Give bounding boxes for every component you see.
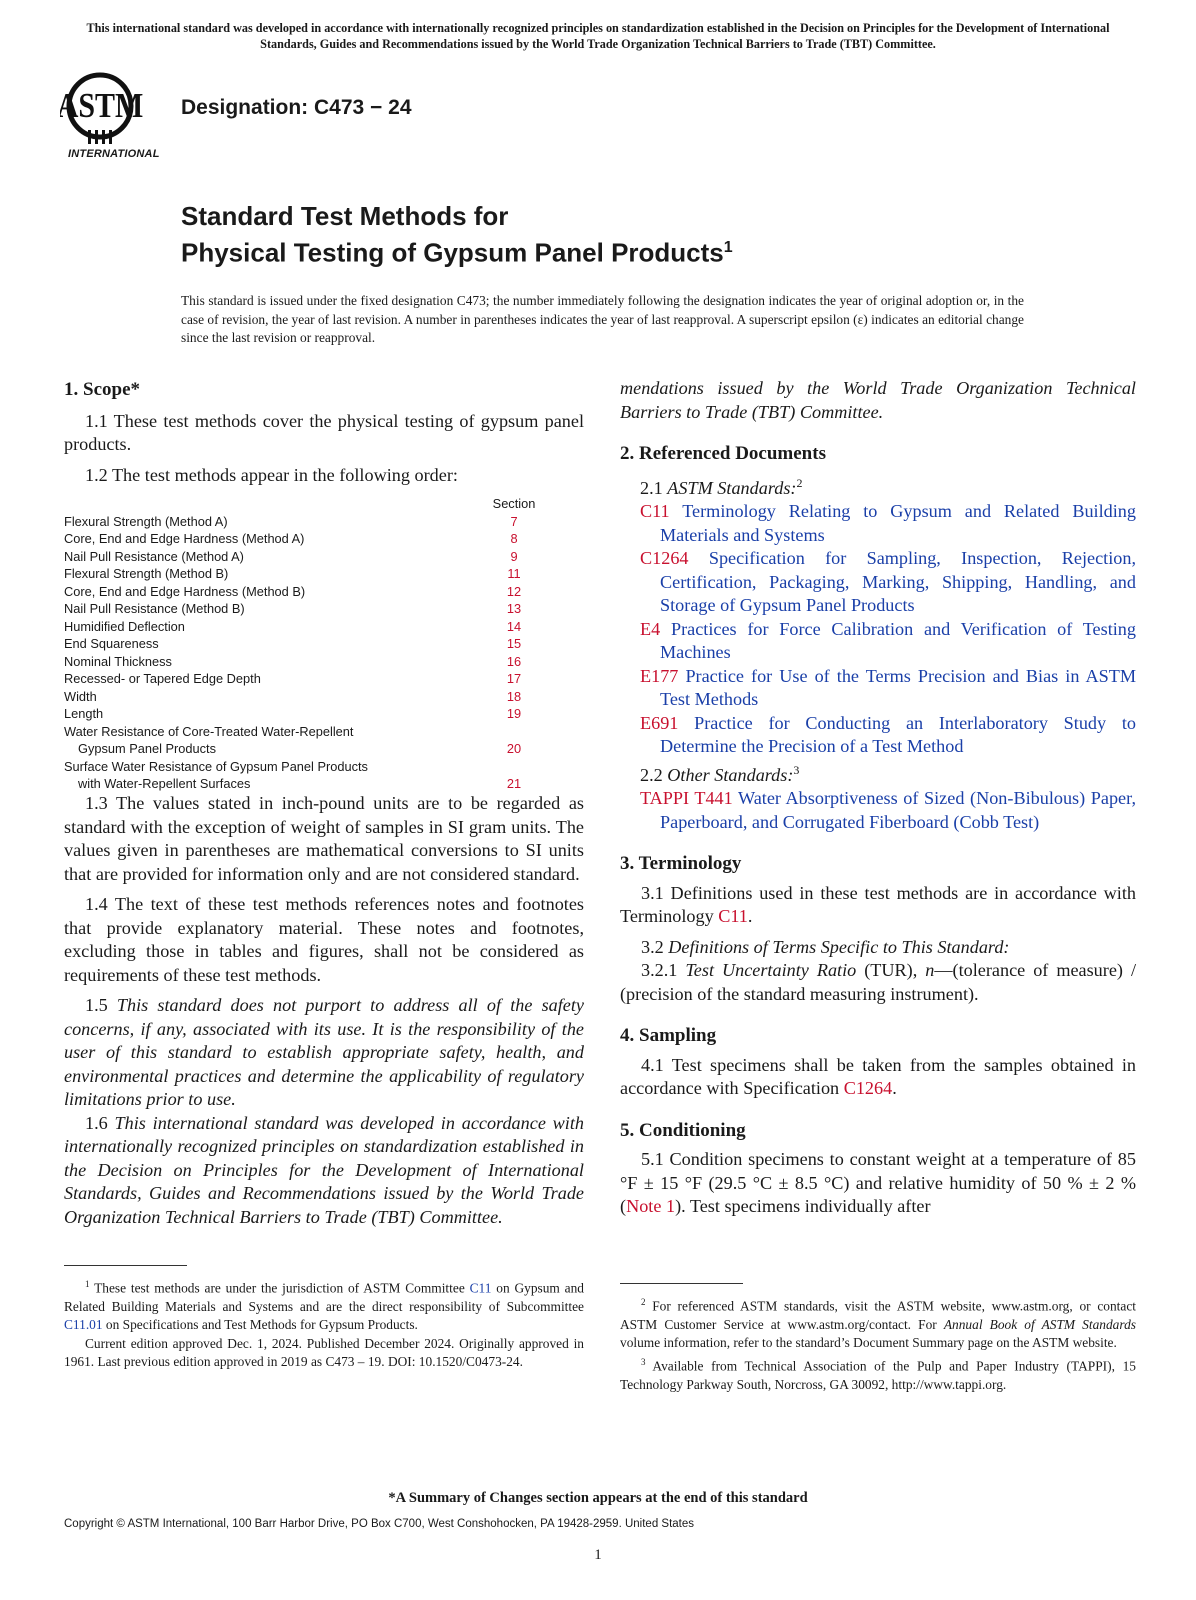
para-1-2: 1.2 The test methods appear in the following order: xyxy=(85,464,458,485)
footnote-3: $^3$ Available from Technical Association of the Pulp and Paper Industry (TAPPI), 15 Technology Parkway South, Norcross, GA 30092, http://www.tappi.org. xyxy=(620,1356,1136,1392)
toc-row-continued xyxy=(64,740,544,758)
footnotes-left xyxy=(64,1275,584,1372)
para-3-1: 3.1 Definitions used in these test methods are in accordance with Terminology C11. xyxy=(620,882,1136,927)
toc-row xyxy=(64,618,544,636)
toc-section-link[interactable]: 11 xyxy=(507,566,521,581)
ref-code[interactable]: E177 xyxy=(640,665,679,686)
ref-item[interactable] xyxy=(640,500,1136,547)
ref-item[interactable] xyxy=(640,547,1136,618)
toc-row xyxy=(64,723,544,741)
copyright: Copyright © ASTM International, 100 Barr Harbor Drive, PO Box C700, West Conshohocken, PA 19428-2959. United States xyxy=(64,1518,695,1530)
para-1-4: 1.4 The text of these test methods references notes and footnotes that provide explanatory material. These notes and footnotes, excluding those in tables and figures, shall not be considered as requirements of these test methods. xyxy=(64,894,584,985)
ref-item[interactable] xyxy=(640,618,1136,665)
para-1-1: 1.1 These test methods cover the physical testing of gypsum panel products. xyxy=(64,410,584,454)
toc-row xyxy=(64,530,544,548)
link-c11-committee[interactable]: C11 xyxy=(469,1280,492,1296)
para-3-2: 3.2 Definitions of Terms Specific to This Standard: xyxy=(641,936,1010,957)
ref-title[interactable]: Specification for Sampling, Inspection, Rejection, Certification, Packaging, Marking, Shipping, Handling, and Storage of Gypsum Panel Products xyxy=(660,548,1137,616)
para-2-1: 2.1 ASTM Standards:$^2$ xyxy=(640,475,803,498)
title-line-1: Standard Test Methods for xyxy=(181,201,509,231)
refdocs-heading: 2. Referenced Documents xyxy=(620,443,826,464)
toc-section-link[interactable]: 8 xyxy=(510,531,518,546)
link-c11-01[interactable]: C11.01 xyxy=(64,1317,103,1333)
logo-subtitle: INTERNATIONAL xyxy=(68,148,160,160)
toc-row xyxy=(64,688,544,706)
toc-row xyxy=(64,548,544,566)
toc-label: Width xyxy=(64,688,97,704)
toc-label: Humidified Deflection xyxy=(64,618,185,634)
footnote-ref-2[interactable]: 2 xyxy=(796,475,803,490)
toc-row-continued xyxy=(64,775,544,793)
footnote-ref-3[interactable]: 3 xyxy=(793,762,800,777)
toc-row xyxy=(64,583,544,601)
ref-tappi[interactable] xyxy=(640,787,1136,834)
para-5-1: 5.1 Condition specimens to constant weight at a temperature of 85 °F ± 15 °F (29.5 °C ± 8.5 °C) and relative humidity of 50 % ± 2 % (Note 1). Test specimens individually after xyxy=(620,1149,1136,1217)
toc-section-link[interactable]: 20 xyxy=(506,741,522,756)
ref-item[interactable] xyxy=(640,712,1136,759)
toc-section-link[interactable]: 13 xyxy=(506,601,522,616)
toc-row xyxy=(64,653,544,671)
ref-code[interactable]: TAPPI T441 xyxy=(640,788,733,809)
astm-standards-list xyxy=(620,500,1136,759)
title-footnote-ref[interactable]: 1 xyxy=(723,239,733,256)
edition-note: Current edition approved Dec. 1, 2024. Published December 2024. Originally approved in 1961. Last previous edition approved in 2019 as C473 – 19. DOI: 10.1520/C0473-24. xyxy=(64,1335,584,1370)
para-1-6-continued: mendations issued by the World Trade Organization Technical Barriers to Trade (TBT) Committee. xyxy=(620,378,1136,422)
toc-section-link[interactable]: 17 xyxy=(506,671,522,686)
toc-section-link[interactable]: 14 xyxy=(506,618,522,634)
section-index-table xyxy=(64,495,544,793)
toc-row xyxy=(64,670,544,688)
toc-section-link[interactable]: 19 xyxy=(506,706,522,721)
toc-row xyxy=(64,635,544,653)
toc-label: Length xyxy=(64,706,104,721)
footnote-2: $^2$ For referenced ASTM standards, visit the ASTM website, www.astm.org, or contact ASTM Customer Service at www.astm.org/contact. For Annual Book of ASTM Standards volume information, refer to the standard’s Document Summary page on the ASTM website. xyxy=(620,1297,1136,1351)
footnote-divider-left xyxy=(64,1265,187,1266)
para-4-1: 4.1 Test specimens shall be taken from the samples obtained in accordance with Specification C1264. xyxy=(620,1054,1136,1099)
right-column xyxy=(620,377,1136,1219)
footnote-divider-right xyxy=(620,1283,743,1284)
toc-section-link[interactable]: 16 xyxy=(506,653,522,669)
toc-section-link[interactable]: 9 xyxy=(510,548,518,564)
toc-label: Water Resistance of Core-Treated Water-Repellent xyxy=(64,723,354,739)
toc-label: Core, End and Edge Hardness (Method B) xyxy=(64,583,306,599)
toc-section-link[interactable]: 21 xyxy=(506,776,522,791)
toc-section-link[interactable]: 18 xyxy=(506,688,522,704)
scope-heading: 1. Scope* xyxy=(64,379,140,400)
terminology-heading: 3. Terminology xyxy=(620,853,742,875)
toc-header: Section xyxy=(492,496,536,511)
para-1-6: 1.6 This international standard was developed in accordance with internationally recognized principles on standardization established in the Decision on Principles for the Development of International Standards, Guides and Recommendations issued by the World Trade Organization Technical Barriers to Trade (TBT) Committee. xyxy=(64,1112,585,1227)
scope-section-top xyxy=(64,378,584,487)
toc-label: Nail Pull Resistance (Method B) xyxy=(64,601,245,616)
ref-item[interactable] xyxy=(640,665,1136,712)
link-c1264[interactable]: C1264 xyxy=(843,1078,893,1099)
sampling-heading: 4. Sampling xyxy=(620,1025,717,1047)
footnote-1: $^1$ These test methods are under the jurisdiction of ASTM Committee C11 on Gypsum and Related Building Materials and Systems and are the direct responsibility of Subcommittee C11.01 on Specifications and Test Methods for Gypsum Products. xyxy=(64,1279,585,1333)
ref-code[interactable]: C11 xyxy=(640,501,670,522)
summary-of-changes-note: *A Summary of Changes section appears at the end of this standard xyxy=(388,1490,808,1506)
designation: Designation: C473 − 24 xyxy=(181,96,412,119)
toc-label-continued: with Water-Repellent Surfaces xyxy=(78,776,251,791)
para-1-5: 1.5 This standard does not purport to address all of the safety concerns, if any, associated with its use. It is the responsibility of the user of this standard to establish appropriate safety, health, and environmental practices and determine the applicability of regulatory limitations prior to use. xyxy=(64,995,584,1109)
issuance-note: This standard is issued under the fixed designation C473; the number immediately following the designation indicates the year of original adoption or, in the case of revision, the year of last revision. A number in parentheses indicates the year of last reapproval. A superscript epsilon (ε) indicates an editorial change since the last revision or reapproval. xyxy=(181,293,1024,345)
toc-label: Surface Water Resistance of Gypsum Panel Products xyxy=(64,758,368,774)
toc-label: Nominal Thickness xyxy=(64,653,172,669)
ref-title[interactable]: Practice for Conducting an Interlaboratory Study to Determine the Precision of a Test Method xyxy=(660,712,1137,757)
toc-label-continued: Gypsum Panel Products xyxy=(78,741,216,756)
toc-row xyxy=(64,565,544,583)
toc-label: End Squareness xyxy=(64,636,159,651)
ref-title[interactable]: Practices for Force Calibration and Verification of Testing Machines xyxy=(660,618,1136,663)
link-note-1[interactable]: Note 1 xyxy=(626,1196,676,1217)
toc-label: Flexural Strength (Method B) xyxy=(64,566,229,581)
ref-title[interactable]: Water Absorptiveness of Sized (Non-Bibulous) Paper, Paperboard, and Corrugated Fiberboard (Cobb Test) xyxy=(660,788,1137,832)
para-1-3: 1.3 The values stated in inch-pound units are to be regarded as standard with the exception of weight of samples in SI gram units. The values given in parentheses are mathematical conversions to SI units that are provided for information only and are not considered standard. xyxy=(64,793,584,884)
document-title xyxy=(181,201,733,269)
toc-header-row xyxy=(64,495,544,513)
ref-title[interactable]: Practice for Use of the Terms Precision and Bias in ASTM Test Methods xyxy=(660,665,1136,710)
ref-code[interactable]: C1264 xyxy=(640,548,689,569)
ref-code[interactable]: E4 xyxy=(640,618,661,639)
para-3-2-1: 3.2.1 Test Uncertainty Ratio (TUR), n—(tolerance of measure) / (precision of the standard measuring instrument). xyxy=(620,960,1136,1004)
toc-label: Core, End and Edge Hardness (Method A) xyxy=(64,531,305,546)
para-2-2: 2.2 Other Standards:$^3$ xyxy=(640,762,800,785)
footnotes-right xyxy=(620,1293,1136,1394)
svg-text:ASTM: ASTM xyxy=(60,86,144,125)
toc-label: Nail Pull Resistance (Method A) xyxy=(64,548,244,564)
scope-section-bottom xyxy=(64,792,584,1229)
toc-section-link[interactable]: 7 xyxy=(510,513,518,529)
toc-row xyxy=(64,705,544,723)
top-notice: This international standard was developed in accordance with internationally recognized principles on standardization established in the Decision on Principles for the Development of International Standards, Guides and Recommendations issued by the World Trade Organization Technical Barriers to Trade (TBT) Committee. xyxy=(86,21,1110,51)
astm-logo xyxy=(60,70,170,162)
toc-section-link[interactable]: 15 xyxy=(506,636,522,651)
link-c11[interactable]: C11 xyxy=(718,906,748,927)
ref-code[interactable]: E691 xyxy=(640,712,679,733)
title-line-2: Physical Testing of Gypsum Panel Products$^1$ xyxy=(181,237,733,268)
ref-title[interactable]: Terminology Relating to Gypsum and Related Building Materials and Systems xyxy=(660,501,1136,545)
toc-row xyxy=(64,600,544,618)
toc-row xyxy=(64,758,544,776)
toc-label: Flexural Strength (Method A) xyxy=(64,513,228,529)
conditioning-heading: 5. Conditioning xyxy=(620,1119,746,1141)
toc-row xyxy=(64,513,544,531)
toc-label: Recessed- or Tapered Edge Depth xyxy=(64,671,261,686)
toc-section-link[interactable]: 12 xyxy=(506,583,522,599)
page-number: 1 xyxy=(594,1547,602,1563)
